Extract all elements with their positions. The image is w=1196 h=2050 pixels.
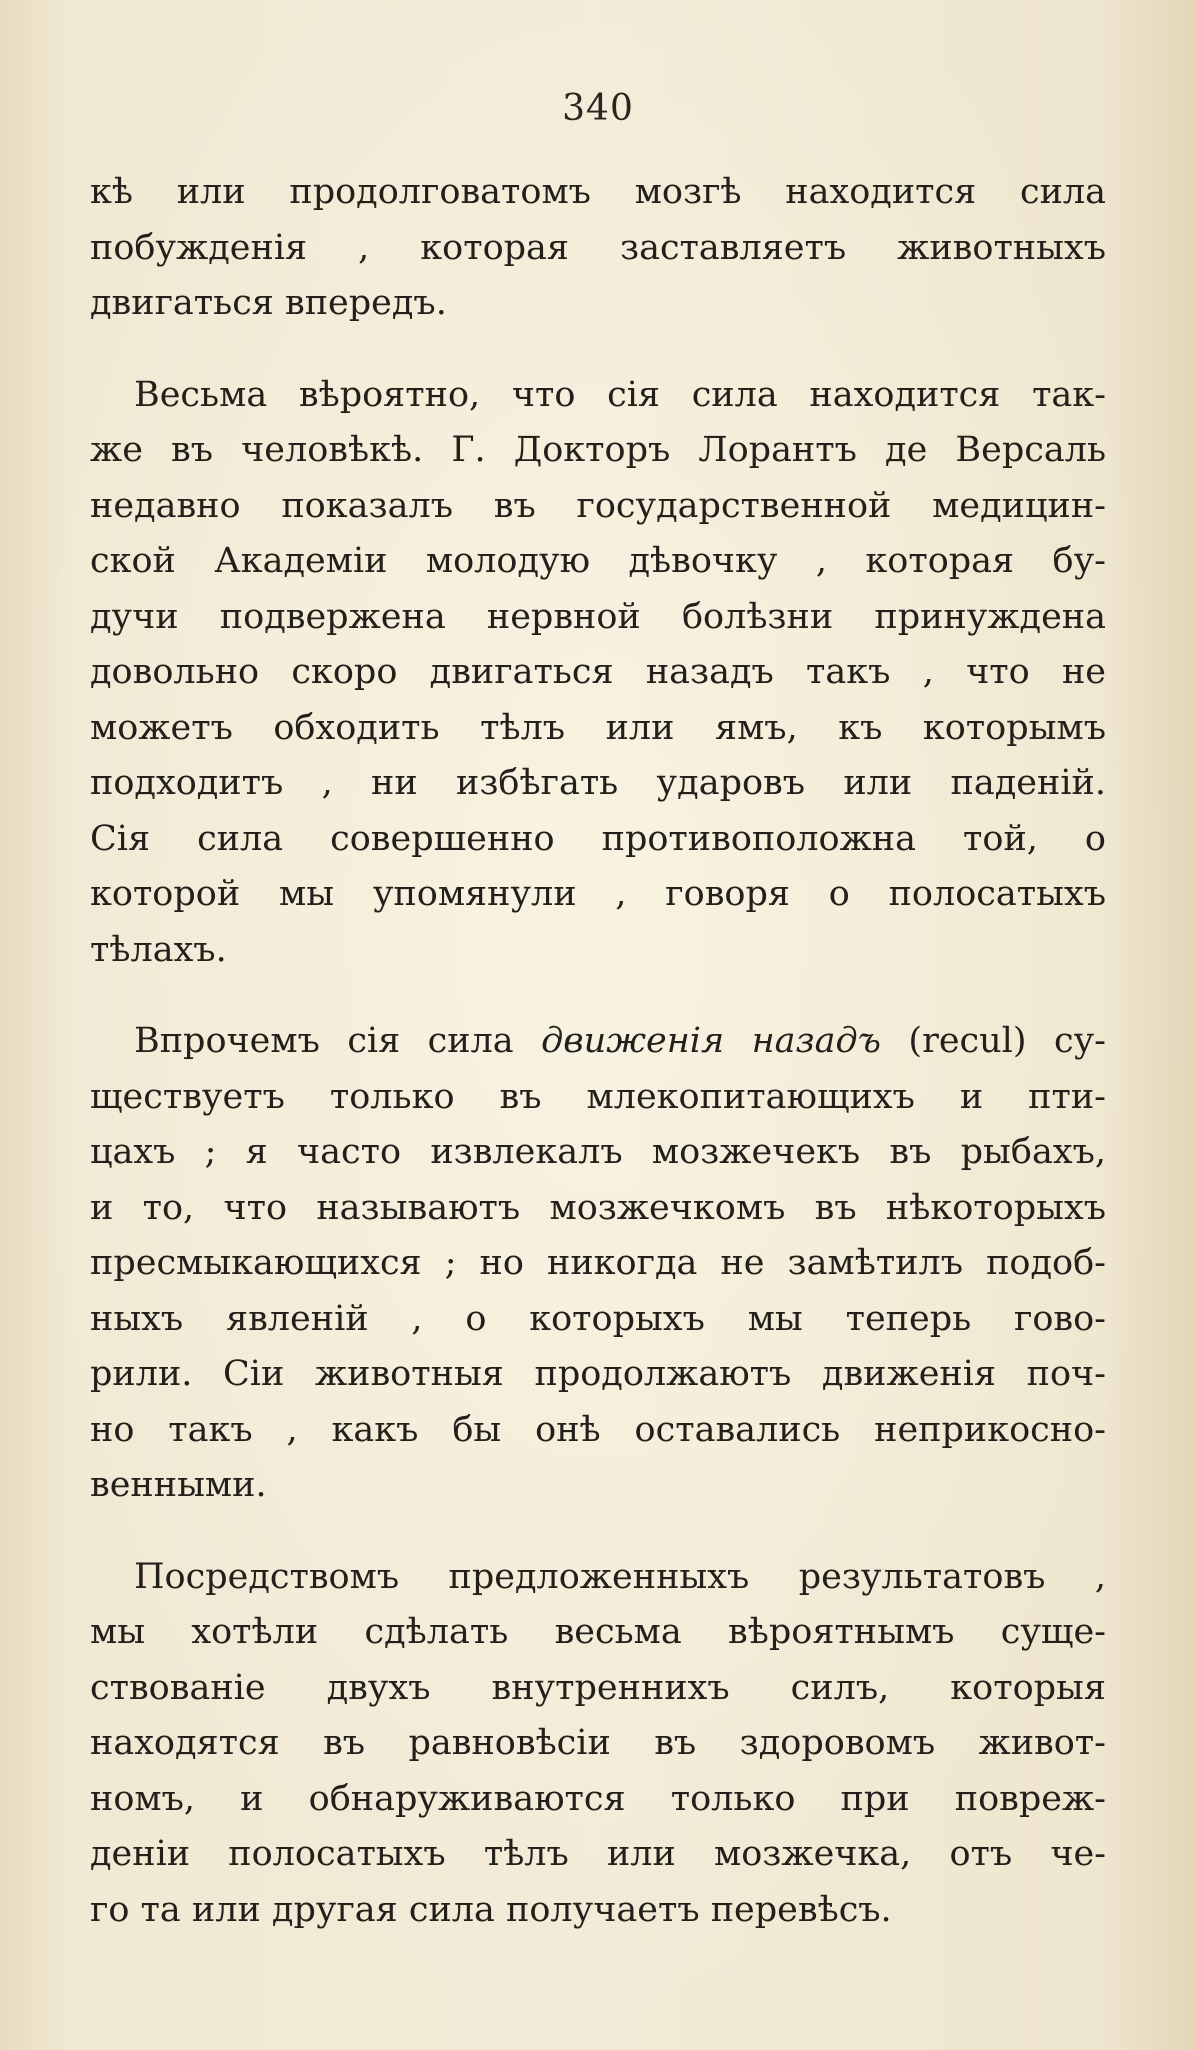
body-text bbox=[90, 165, 1106, 1974]
text-line: пресмыкающихся ; но никогда не замѣтилъ подоб- bbox=[90, 1243, 1106, 1283]
text-line: находятся въ равновѣсіи въ здоровомъ живот- bbox=[90, 1723, 1106, 1763]
text-line: рили. Сіи животныя продолжаютъ движенія поч- bbox=[90, 1354, 1106, 1394]
text-line: ществуетъ только въ млекопитающихъ и пти- bbox=[90, 1076, 1106, 1117]
text-line: тѣлахъ. bbox=[90, 929, 227, 970]
text-line: Сія сила совершенно противоположна той, о bbox=[90, 818, 1106, 859]
paragraph-3 bbox=[90, 1014, 1106, 1514]
text-line: го та или другая сила получаетъ перевѣсъ. bbox=[90, 1889, 892, 1930]
text-line: дучи подвержена нервной болѣзни принуждена bbox=[90, 596, 1106, 637]
text-line: довольно скоро двигаться назадъ такъ , что не bbox=[90, 652, 1106, 692]
paragraph-2 bbox=[90, 368, 1106, 979]
text-line: Посредствомъ предложенныхъ результатовъ , bbox=[134, 1556, 1106, 1597]
text-line: номъ, и обнаруживаются только при повреж- bbox=[90, 1778, 1106, 1819]
text-run: Впрочемъ сія сила bbox=[134, 1021, 542, 1061]
text-line: Весьма вѣроятно, что сія сила находится так- bbox=[134, 374, 1106, 415]
text-line: венными. bbox=[90, 1465, 267, 1505]
text-line: двигаться впередъ. bbox=[90, 283, 447, 323]
text-line: же въ человѣкѣ. Г. Докторъ Лорантъ де Версаль bbox=[90, 430, 1106, 470]
paragraph-4 bbox=[90, 1550, 1106, 1939]
text-line: побужденія , которая заставляетъ животныхъ bbox=[90, 227, 1106, 268]
text-line: деніи полосатыхъ тѣлъ или мозжечка, отъ че- bbox=[90, 1834, 1106, 1874]
text-line: и то, что называютъ мозжечкомъ въ нѣкоторыхъ bbox=[90, 1187, 1106, 1228]
text-line: ствованіе двухъ внутреннихъ силъ, которыя bbox=[90, 1667, 1106, 1708]
text-line: мы хотѣли сдѣлать весьма вѣроятнымъ суще- bbox=[90, 1612, 1106, 1652]
text-run: (recul) су- bbox=[880, 1021, 1106, 1061]
text-line: можетъ обходить тѣлъ или ямъ, къ которымъ bbox=[90, 707, 1106, 748]
text-line: недавно показалъ въ государственной медицин- bbox=[90, 485, 1106, 526]
text-line: ской Академіи молодую дѣвочку , которая бу- bbox=[90, 541, 1106, 581]
text-line: кѣ или продолговатомъ мозгѣ находится сила bbox=[90, 172, 1106, 212]
text-line: подходитъ , ни избѣгать ударовъ или паденій. bbox=[90, 763, 1106, 803]
paragraph-1 bbox=[90, 165, 1106, 332]
text-line-with-italic bbox=[90, 1014, 1106, 1070]
text-line: цахъ ; я часто извлекалъ мозжечекъ въ рыбахъ, bbox=[90, 1132, 1106, 1172]
text-line: но такъ , какъ бы онѣ оставались неприкосно- bbox=[90, 1409, 1106, 1450]
italic-phrase: движенія назадъ bbox=[541, 1021, 881, 1061]
text-line: ныхъ явленій , о которыхъ мы теперь гово- bbox=[90, 1298, 1106, 1339]
text-line: которой мы упомянули , говоря о полосатыхъ bbox=[90, 874, 1106, 914]
page-number: 340 bbox=[562, 88, 634, 129]
